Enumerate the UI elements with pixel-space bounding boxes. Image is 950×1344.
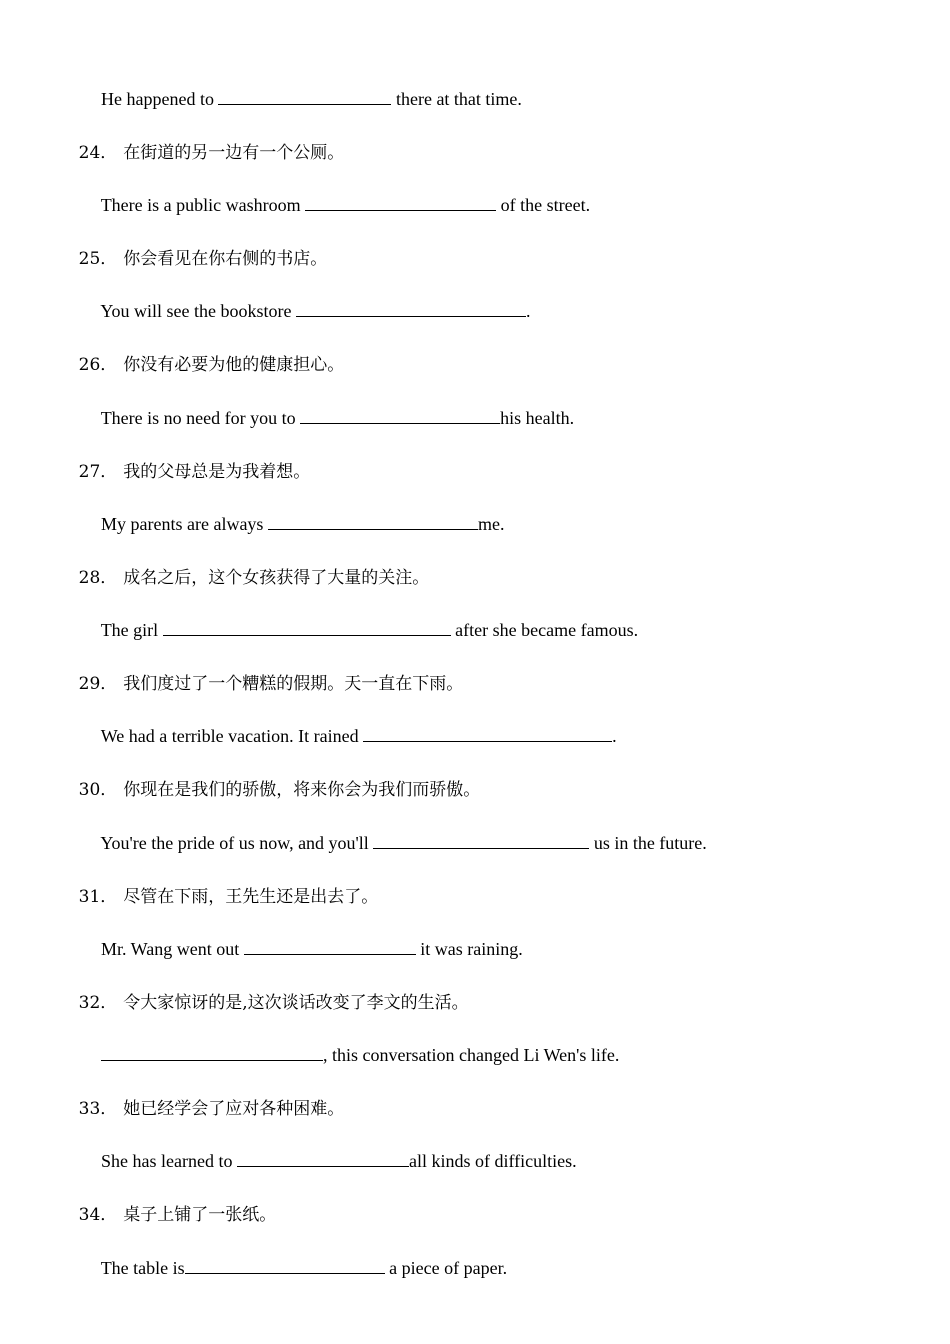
answer-text-before: There is a public washroom [100,195,306,215]
answer-blank[interactable] [296,300,526,317]
answer-text-after: , this conversation changed Li Wen's life. [323,1045,620,1065]
answer-text-after: a piece of paper. [384,1258,508,1278]
chinese-sentence: 你没有必要为他的健康担心。 [123,355,345,375]
answer-blank[interactable] [373,832,589,849]
chinese-sentence: 在街道的另一边有一个公厕。 [123,143,345,163]
chinese-sentence: 她已经学会了应对各种困难。 [123,1099,345,1119]
chinese-sentence: 你现在是我们的骄傲，将来你会为我们而骄傲。 [123,780,481,800]
question-number: 24． [78,143,118,163]
answer-text-after: after she became famous. [450,620,639,640]
answer-blank[interactable] [185,1257,385,1274]
answer-blank[interactable] [363,725,612,742]
answer-text-after: there at that time. [391,89,522,109]
answer-text-after: us in the future. [589,833,707,853]
question-number: 34． [78,1205,118,1225]
answer-text-after: all kinds of difficulties. [408,1151,577,1171]
chinese-sentence: 成名之后，这个女孩获得了大量的关注。 [123,568,430,588]
question-number: 27． [78,462,118,482]
answer-blank[interactable] [101,1044,323,1061]
answer-blank[interactable] [237,1150,409,1167]
question-number: 31． [78,887,118,907]
answer-text-after: . [526,301,531,321]
question-number: 30． [78,780,118,800]
answer-text-after: his health. [500,408,575,428]
answer-blank[interactable] [218,88,391,105]
answer-text-before: Mr. Wang went out [101,939,244,959]
answer-text-before: The girl [100,620,163,640]
answer-text-before: You're the pride of us now, and you'll [100,833,374,853]
chinese-sentence: 令大家惊讶的是,这次谈话改变了李文的生活。 [123,993,469,1013]
answer-blank[interactable] [244,938,416,955]
answer-text-after: it was raining. [415,939,523,959]
question-number: 29． [78,674,118,694]
answer-text-before: She has learned to [101,1151,237,1171]
question-number: 26． [78,355,118,375]
answer-text-before: We had a terrible vacation. It rained [100,726,364,746]
answer-text-after: of the street. [496,195,591,215]
question-number: 28． [78,568,118,588]
answer-blank[interactable] [300,407,500,424]
question-number: 33． [78,1099,118,1119]
chinese-sentence: 桌子上铺了一张纸。 [123,1205,277,1225]
answer-text-before: There is no need for you to [100,408,301,428]
question-number: 32． [78,993,118,1013]
chinese-sentence: 尽管在下雨，王先生还是出去了。 [123,887,379,907]
answer-blank[interactable] [268,513,478,530]
answer-line-34 [83,1235,507,1301]
answer-text-before: He happened to [101,89,219,109]
chinese-sentence: 我们度过了一个糟糕的假期。天一直在下雨。 [123,674,464,694]
answer-blank[interactable] [305,194,496,211]
question-number: 25． [78,249,118,269]
chinese-sentence: 我的父母总是为我着想。 [123,462,311,482]
answer-text-before: The table is [100,1258,185,1278]
answer-blank[interactable] [163,619,451,636]
answer-text-after: me. [477,514,505,534]
answer-text-before: My parents are always [101,514,268,534]
answer-text-after: . [612,726,617,746]
answer-text-before: You will see the bookstore [100,301,297,321]
chinese-sentence: 你会看见在你右侧的书店。 [123,249,328,269]
